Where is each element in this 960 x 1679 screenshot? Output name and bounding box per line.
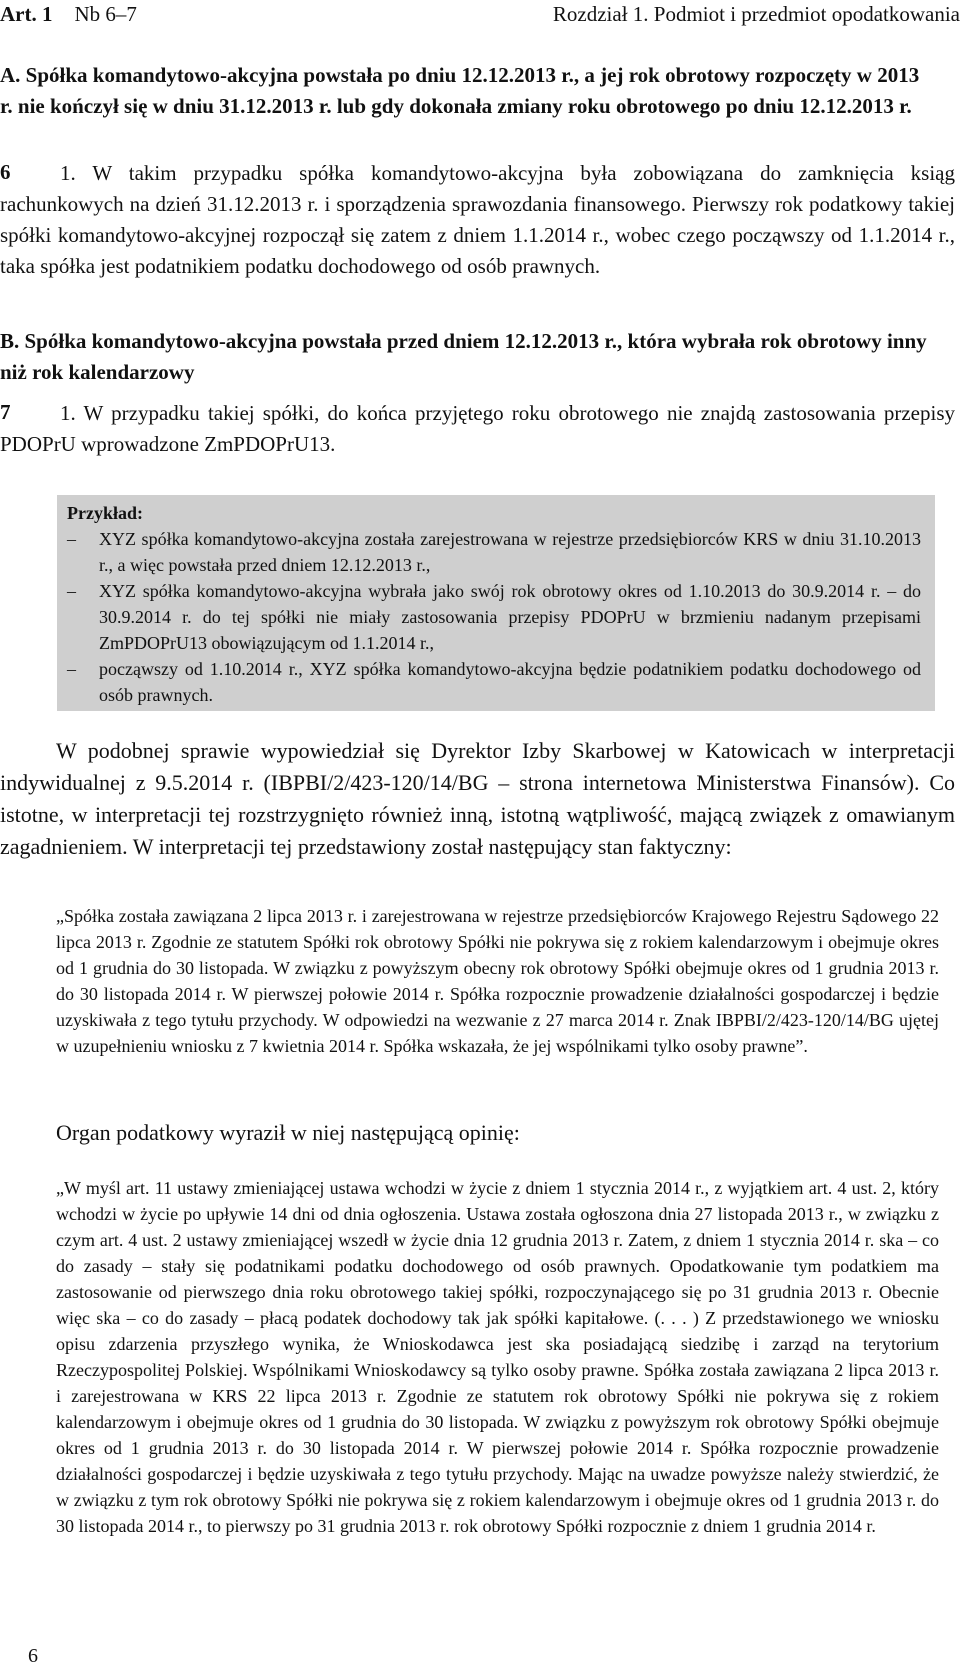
chapter-title: Rozdział 1. Podmiot i przedmiot opodatkowania (552, 2, 960, 26)
example-item-text: XYZ spółka komandytowo-akcyjna wybrała jako swój rok obrotowy okres od 1.10.2013 do 30.9.2014 r. – do 30.9.2014 r. do tej spółki nie miały zastosowania przepisy PDOPrU w brzmieniu nadanym przepisami ZmPDOPrU13 obowiązującym od 1.1.2014 r., (99, 581, 921, 653)
section-a-heading: A. Spółka komandytowo-akcyjna powstała po dniu 12.12.2013 r., a jej rok obrotowy rozpoczęty w 2013 r. nie kończył się w dniu 31.12.2013 r. lub gdy dokonała zmiany roku obrotowego po dniu 12.12.2013 r. (0, 63, 920, 118)
dash-bullet: – (67, 581, 76, 601)
example-label: Przykład: (67, 503, 143, 523)
example-item-text: XYZ spółka komandytowo-akcyjna została zarejestrowana w rejestrze przedsiębiorców KRS w dniu 31.10.2013 r., a więc powstała przed dniem 12.12.2013 r., (99, 529, 921, 575)
article-reference (0, 2, 137, 27)
margin-number-range: Nb 6–7 (74, 2, 137, 26)
example-item (67, 578, 921, 656)
margin-number-7: 7 (0, 400, 11, 424)
dash-bullet: – (67, 659, 76, 679)
page-number: 6 (28, 1645, 38, 1667)
quote-facts: „Spółka została zawiązana 2 lipca 2013 r. i zarejestrowana w rejestrze przedsiębiorców Krajowego Rejestru Sądowego 22 lipca 2013 r. Zgodnie ze statutem Spółki rok obrotowy Spółki nie pokrywa się z rokiem kalendarzowym i obejmuje okres od 1 grudnia do 30 listopada. W związku z powyższym obecny rok obrotowy Spółki obejmuje okres od 1 grudnia 2013 r. do 30 listopada 2014 r. W pierwszej połowie 2014 r. Spółka rozpocznie prowadzenie działalności gospodarczej i będzie uzyskiwała z tego tytułu przychody. W odpowiedzi na wezwanie z 27 marca 2014 r. Znak IBPBI/2/423-120/14/BG ujętej w uzupełnieniu wniosku z 7 kwietnia 2014 r. Spółka wskazała, że jej wspólnikami tylko osoby prawne”. (56, 906, 939, 1056)
body-paragraph: W podobnej sprawie wypowiedział się Dyrektor Izby Skarbowej w Katowicach w interpretacji indywidualnej z 9.5.2014 r. (IBPBI/2/423-120/14/BG – strona internetowa Ministerstwa Finansów). Co istotne, w interpretacji tej rozstrzygnięto również inną, istotną wątpliwość, mającą związek z omawianym zagadnieniem. W interpretacji tej przedstawiony został następujący stan faktyczny: (0, 738, 955, 859)
article-number: Art. 1 (0, 2, 53, 26)
running-header (0, 2, 960, 32)
section-b-heading: B. Spółka komandytowo-akcyjna powstała przed dniem 12.12.2013 r., która wybrała rok obrotowy inny niż rok kalendarzowy (0, 329, 927, 384)
example-item-text: począwszy od 1.10.2014 r., XYZ spółka komandytowo-akcyjna będzie podatnikiem podatku dochodowego od osób prawnych. (99, 659, 921, 705)
example-item (67, 526, 921, 578)
margin-number-6: 6 (0, 160, 11, 184)
dash-bullet: – (67, 529, 76, 549)
organ-opinion-line: Organ podatkowy wyraził w niej następującą opinię: (56, 1120, 520, 1145)
example-item (67, 656, 921, 708)
example-box (57, 495, 935, 711)
section-a-paragraph: 1. W takim przypadku spółka komandytowo-akcyjna była zobowiązana do zamknięcia ksiąg rachunkowych na dzień 31.12.2013 r. i sporządzenia sprawozdania finansowego. Pierwszy rok podatkowy takiej spółki komandytowo-akcyjnej rozpoczął się zatem z dniem 1.1.2014 r., wobec czego począwszy od 1.1.2014 r., taka spółka jest podatnikiem podatku dochodowego od osób prawnych. (0, 161, 955, 278)
quote-opinion: „W myśl art. 11 ustawy zmieniającej ustawa wchodzi w życie z dniem 1 stycznia 2014 r., z wyjątkiem art. 4 ust. 2, który wchodzi w życie po upływie 14 dni od dnia ogłoszenia. Ustawa została ogłoszona dnia 27 listopada 2013 r., w związku z czym art. 4 ust. 2 ustawy zmieniającej wszedł w życie dnia 12 grudnia 2013 r. Zatem, z dniem 1 stycznia 2014 r. ska – co do zasady – stały się podatnikami podatku dochodowego od osób prawnych. Opodatkowanie tym podatkiem ma zastosowanie od pierwszego dnia roku obrotowego takiej spółki, rozpoczynającego się po 31 grudnia 2013 r. Obecnie więc ska – co do zasady – płacą podatek dochodowy tak jak spółki kapitałowe. (. . . ) Z przedstawionego we wniosku opisu zdarzenia przyszłego wynika, że Wnioskodawca jest ska posiadającą siedzibę i zarząd na terytorium Rzeczypospolitej Polskiej. Wspólnikami Wnioskodawcy są tylko osoby prawne. Spółka została zawiązana 2 lipca 2013 r. i zarejestrowana w KRS 22 lipca 2013 r. Zgodnie ze statutem rok obrotowy Spółki nie pokrywa się z rokiem kalendarzowym i obejmuje okres od 1 grudnia do 30 listopada. W związku z powyższym rok obrotowy Spółki obejmuje okres od 1 grudnia 2013 r. do 30 listopada 2014 r. W pierwszej połowie 2014 r. Spółka rozpocznie prowadzenie działalności gospodarczej i będzie uzyskiwała z tego tytułu przychody. Mając na uwadze powyższe należy stwierdzić, że w związku z tym rok obrotowy Spółki nie pokrywa się z rokiem kalendarzowym i obejmuje okres od 1 grudnia 2013 r. do 30 listopada 2014 r., to pierwszy po 31 grudnia 2013 r. rok obrotowy Spółki rozpocznie z dniem 1 grudnia 2014 r. (56, 1178, 939, 1536)
section-b-paragraph: 1. W przypadku takiej spółki, do końca przyjętego roku obrotowego nie znajdą zastosowania przepisy PDOPrU wprowadzone ZmPDOPrU13. (0, 401, 955, 456)
